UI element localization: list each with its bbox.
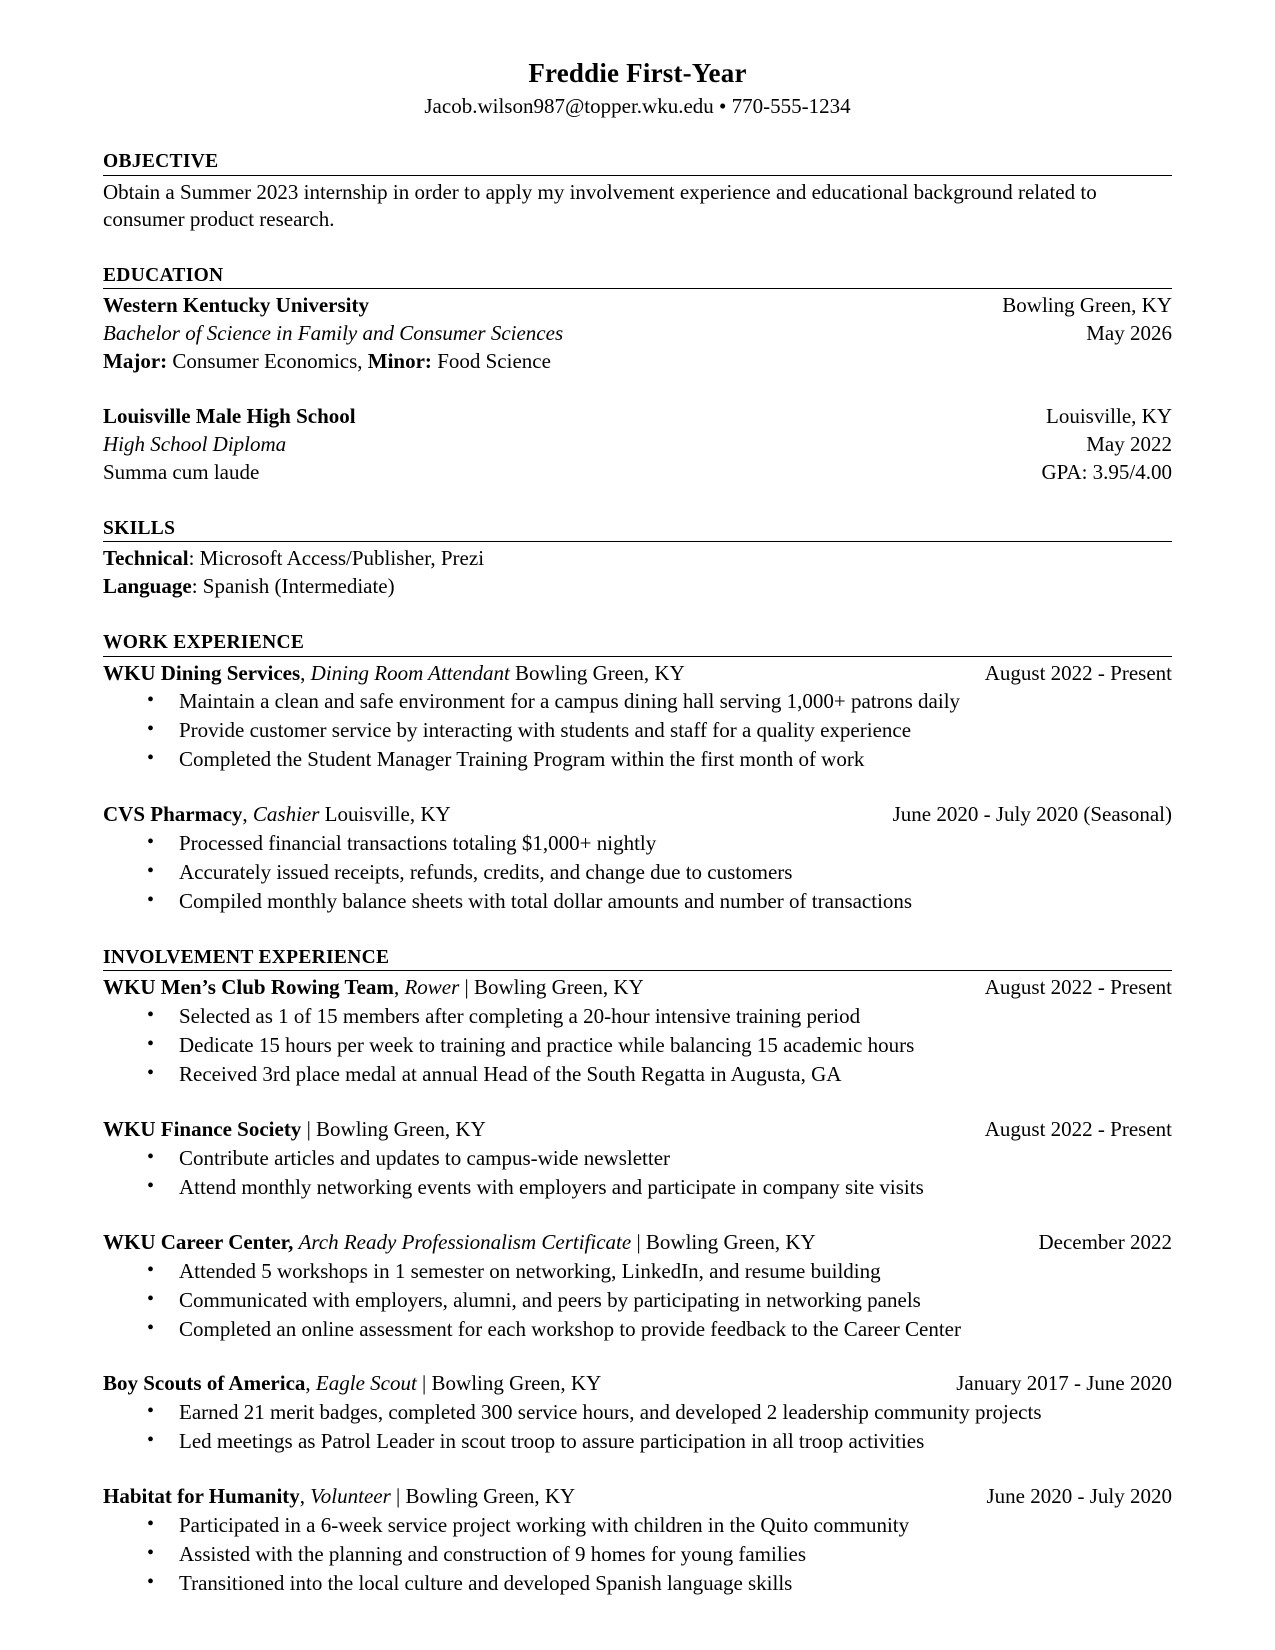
work-entry (103, 801, 1172, 916)
involvement-date: June 2020 - July 2020 (986, 1484, 1172, 1509)
work-location: Louisville, KY (324, 802, 451, 827)
work-bullets (103, 688, 1172, 774)
work-experience-body (103, 657, 1172, 916)
involvement-separator: , (305, 1371, 316, 1396)
involvement-date: August 2022 - Present (984, 975, 1172, 1000)
education-date: May 2026 (1086, 321, 1172, 346)
skill-line (103, 573, 1172, 601)
education-body (103, 289, 1172, 487)
involvement-separator: , (299, 1484, 311, 1509)
involvement-organization: WKU Finance Society (103, 1116, 302, 1141)
involvement-role: Arch Ready Professionalism Certificate (298, 1229, 632, 1254)
involvement-entry-row (103, 1229, 1172, 1257)
skill-value: : Microsoft Access/Publisher, Prezi (188, 546, 485, 571)
involvement-entry-title (103, 1370, 956, 1398)
involvement-entry (103, 1370, 1172, 1456)
education-entry-row (103, 292, 1172, 320)
work-date: June 2020 - July 2020 (Seasonal) (892, 802, 1172, 827)
education-institution: Western Kentucky University (103, 293, 369, 318)
bullet-item: • Accurately issued receipts, refunds, credits, and change due to customers (103, 859, 1172, 887)
bullet-item: • Selected as 1 of 15 members after completing a 20-hour intensive training period (103, 1003, 1172, 1031)
section-skills (103, 517, 1172, 601)
bullet-item: • Provide customer service by interacting with students and staff for a quality experience (103, 717, 1172, 745)
involvement-organization: WKU Career Center, (103, 1229, 294, 1254)
bullet-item: • Attend monthly networking events with employers and participate in company site visits (103, 1174, 1172, 1202)
work-entry-row (103, 801, 1172, 829)
education-degree: Bachelor of Science in Family and Consumer Sciences (103, 321, 564, 346)
bullet-item: • Maintain a clean and safe environment for a campus dining hall serving 1,000+ patrons daily (103, 688, 1172, 716)
education-entry (103, 292, 1172, 376)
involvement-separator-after: | (390, 1484, 406, 1509)
spacer (103, 250, 1172, 264)
involvement-entry (103, 1483, 1172, 1598)
work-entry (103, 660, 1172, 775)
involvement-separator-after: | (631, 1229, 646, 1254)
involvement-location: Bowling Green, KY (645, 1229, 816, 1254)
bullet-item: • Dedicate 15 hours per week to training and practice while balancing 15 academic hours (103, 1032, 1172, 1060)
education-gpa: GPA: 3.95/4.00 (1041, 459, 1172, 484)
objective-body (103, 176, 1172, 234)
involvement-separator-after: | (416, 1371, 432, 1396)
bullet-item: • Participated in a 6-week service project working with children in the Quito community (103, 1512, 1172, 1540)
education-entry-row (103, 403, 1172, 431)
involvement-bullets (103, 1399, 1172, 1456)
involvement-bullets (103, 1145, 1172, 1202)
education-degree: High School Diploma (103, 432, 287, 457)
involvement-organization: Habitat for Humanity (103, 1484, 300, 1509)
work-bullets (103, 830, 1172, 916)
skill-value: : Spanish (Intermediate) (191, 574, 395, 599)
involvement-entry-title (103, 1229, 1038, 1257)
work-organization: CVS Pharmacy (103, 802, 243, 827)
bullet-item: • Transitioned into the local culture and developed Spanish language skills (103, 1570, 1172, 1598)
skill-line (103, 545, 1172, 573)
involvement-location: Bowling Green, KY (316, 1116, 486, 1141)
involvement-entry-title (103, 974, 985, 1002)
bullet-item: • Processed financial transactions totaling $1,000+ nightly (103, 830, 1172, 858)
involvement-role: Rower (404, 975, 460, 1000)
bullet-item: • Contribute articles and updates to campus-wide newsletter (103, 1145, 1172, 1173)
work-separator: , (242, 802, 253, 827)
minor-label: Minor: (367, 349, 432, 374)
minor-value: Food Science (431, 349, 551, 374)
spacer (103, 932, 1172, 946)
spacer (103, 503, 1172, 517)
involvement-organization: Boy Scouts of America (103, 1371, 306, 1396)
involvement-entry-title (103, 1116, 985, 1144)
involvement-entry-title (103, 1483, 987, 1511)
work-organization: WKU Dining Services (103, 660, 301, 685)
education-location: Bowling Green, KY (1002, 293, 1172, 318)
work-entry-row (103, 660, 1172, 688)
involvement-organization: WKU Men’s Club Rowing Team (103, 975, 394, 1000)
bullet-item: • Assisted with the planning and construction of 9 homes for young families (103, 1541, 1172, 1569)
skill-label: Technical (103, 546, 189, 571)
section-heading-education: EDUCATION (103, 264, 1172, 289)
involvement-bullets (103, 1003, 1172, 1089)
involvement-date: January 2017 - June 2020 (956, 1371, 1172, 1396)
skill-label: Language (103, 574, 192, 599)
bullet-item: • Attended 5 workshops in 1 semester on networking, LinkedIn, and resume building (103, 1258, 1172, 1286)
education-degree-row (103, 431, 1172, 459)
work-entry-title (103, 660, 985, 688)
involvement-bullets (103, 1258, 1172, 1344)
section-heading-involvement-experience: INVOLVEMENT EXPERIENCE (103, 946, 1172, 971)
section-work-experience (103, 631, 1172, 916)
involvement-entry-row (103, 1370, 1172, 1398)
involvement-location: Bowling Green, KY (431, 1371, 602, 1396)
involvement-location: Bowling Green, KY (405, 1484, 576, 1509)
education-honors: Summa cum laude (103, 459, 260, 484)
involvement-date: December 2022 (1038, 1229, 1172, 1254)
bullet-item: • Completed the Student Manager Training Program within the first month of work (103, 746, 1172, 774)
involvement-entry (103, 974, 1172, 1089)
involvement-entry (103, 1116, 1172, 1202)
involvement-entry-row (103, 1483, 1172, 1511)
education-honors-row (103, 459, 1172, 487)
skills-body (103, 542, 1172, 601)
bullet-item: • Compiled monthly balance sheets with total dollar amounts and number of transactions (103, 888, 1172, 916)
education-location: Louisville, KY (1046, 404, 1172, 429)
section-heading-skills: SKILLS (103, 517, 1172, 542)
involvement-entry-row (103, 1116, 1172, 1144)
bullet-item: • Led meetings as Patrol Leader in scout troop to assure participation in all troop activities (103, 1428, 1172, 1456)
bullet-item: • Received 3rd place medal at annual Head of the South Regatta in Augusta, GA (103, 1061, 1172, 1089)
work-entry-title (103, 801, 893, 829)
bullet-item: • Communicated with employers, alumni, and peers by participating in networking panels (103, 1287, 1172, 1315)
candidate-name: Freddie First-Year (528, 58, 747, 88)
bullet-item: • Earned 21 merit badges, completed 300 service hours, and developed 2 leadership community projects (103, 1399, 1172, 1427)
involvement-experience-body (103, 971, 1172, 1598)
involvement-role: Volunteer (310, 1484, 391, 1509)
section-education (103, 264, 1172, 487)
education-entry (103, 403, 1172, 487)
education-date: May 2022 (1086, 432, 1172, 457)
contact-line: Jacob.wilson987@topper.wku.edu • 770-555-1234 (424, 93, 851, 118)
major-value: Consumer Economics, (167, 349, 368, 374)
section-heading-work-experience: WORK EXPERIENCE (103, 631, 1172, 656)
objective-text: Obtain a Summer 2023 internship in order to apply my involvement experience and educational background related to consumer product research. (103, 179, 1097, 232)
education-institution: Louisville Male High School (103, 404, 356, 429)
involvement-location: Bowling Green, KY (473, 975, 644, 1000)
work-location: Bowling Green, KY (515, 660, 685, 685)
involvement-role: Eagle Scout (315, 1371, 417, 1396)
work-role: Dining Room Attendant (310, 660, 510, 685)
involvement-separator: , (393, 975, 405, 1000)
education-degree-row (103, 320, 1172, 348)
education-major-minor (103, 348, 1172, 376)
major-label: Major: (103, 349, 168, 374)
work-role: Cashier (252, 802, 320, 827)
work-date: August 2022 - Present (984, 660, 1172, 685)
involvement-bullets (103, 1512, 1172, 1598)
work-separator: , (300, 660, 311, 685)
involvement-date: August 2022 - Present (984, 1116, 1172, 1141)
section-objective (103, 150, 1172, 234)
spacer (103, 617, 1172, 631)
involvement-separator-after: | (459, 975, 474, 1000)
section-involvement-experience (103, 946, 1172, 1598)
involvement-separator-after: | (301, 1116, 317, 1141)
involvement-entry-row (103, 974, 1172, 1002)
section-heading-objective: OBJECTIVE (103, 150, 1172, 175)
resume-header (103, 58, 1172, 120)
bullet-item: • Completed an online assessment for each workshop to provide feedback to the Career Center (103, 1316, 1172, 1344)
involvement-entry (103, 1229, 1172, 1344)
